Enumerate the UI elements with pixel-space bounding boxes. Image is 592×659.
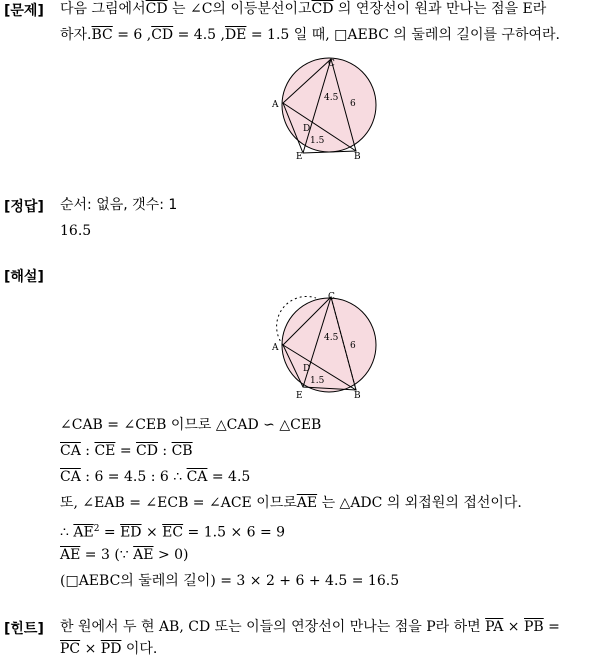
label-c: C	[328, 59, 335, 69]
text: = 6 ,	[112, 27, 152, 43]
text: 또, ∠EAB = ∠ECB = ∠ACE 이므로	[60, 495, 297, 511]
explanation-tag: [해설]	[4, 269, 44, 285]
problem-tag: [문제]	[4, 3, 44, 19]
answer-tag: [정답]	[4, 199, 44, 215]
segment-ae: $\overline{AE}$	[296, 495, 318, 511]
text: 의 연장선이 원과 만나는 점을 E라	[333, 1, 547, 17]
label-d: D	[303, 364, 311, 374]
text: ∴	[60, 524, 74, 541]
label-cb: 6	[350, 341, 356, 351]
answer-value: 16.5	[60, 223, 92, 239]
text: = 1.5 × 6 = 9	[183, 524, 286, 541]
text: = 4.5	[207, 469, 251, 485]
label-d: D	[303, 124, 311, 134]
answer-meta: 순서: 없음, 갯수: 1	[60, 197, 178, 213]
explanation-line-3	[60, 468, 250, 486]
explanation-line-5	[60, 520, 285, 542]
superscript: 2	[93, 524, 100, 534]
segment-cd: $\overline{CD}$	[311, 1, 334, 17]
label-b: B	[354, 391, 361, 400]
label-de: 1.5	[310, 136, 325, 146]
segment-ed: $\overline{ED}$	[120, 524, 142, 541]
label-a: A	[272, 100, 279, 110]
explanation-figure	[268, 290, 383, 400]
explanation-line-4	[60, 494, 522, 512]
explanation-line-2	[60, 442, 193, 460]
text: =	[115, 443, 137, 459]
text: > 0)	[153, 547, 189, 563]
text: 이다.	[121, 641, 158, 657]
text: 다음 그림에서	[60, 1, 146, 17]
segment-ca: $\overline{CA}$	[60, 443, 81, 459]
hint-tag: [힌트]	[4, 621, 44, 637]
label-c: C	[328, 292, 335, 302]
segment-ca: $\overline{CA}$	[60, 469, 81, 485]
segment-cd: $\overline{CD}$	[145, 1, 168, 17]
segment-ca: $\overline{CA}$	[186, 469, 208, 485]
text: = 1.5 일 때, □AEBC 의 둘레의 길이를 구하여라.	[246, 27, 560, 43]
explanation-line-1: ∠CAB = ∠CEB 이므로 △CAD ∽ △CEB	[60, 417, 322, 433]
hint-line-1	[60, 618, 560, 636]
text: 는 △ADC 의 외접원의 접선이다.	[317, 495, 522, 511]
text: 한 원에서 두 현 AB, CD 또는 이들의 연장선이 만나는 점을 P라 하면	[60, 619, 486, 635]
segment-cd: $\overline{CD}$	[136, 443, 158, 459]
segment-cd: $\overline{CD}$	[151, 27, 174, 43]
label-cb: 6	[350, 99, 356, 109]
text: : 6 = 4.5 : 6 ∴	[80, 469, 187, 485]
label-a: A	[272, 343, 279, 353]
segment-ce: $\overline{CE}$	[94, 443, 116, 459]
circle	[282, 298, 376, 392]
segment-pd: $\overline{PD}$	[100, 641, 122, 657]
label-e: E	[296, 152, 303, 160]
problem-line-2	[60, 26, 560, 44]
segment-ae: $\overline{AE}$	[73, 524, 94, 541]
text: :	[80, 443, 95, 459]
label-de: 1.5	[310, 376, 325, 386]
segment-pc: $\overline{PC}$	[60, 641, 81, 657]
segment-cb: $\overline{CB}$	[171, 443, 193, 459]
label-cd: 4.5	[324, 93, 339, 103]
label-cd: 4.5	[324, 333, 339, 343]
segment-ae: $\overline{AE}$	[60, 547, 81, 563]
segment-de: $\overline{DE}$	[224, 27, 247, 43]
label-e: E	[296, 391, 303, 400]
problem-line-1	[60, 0, 546, 18]
explanation-line-6	[60, 546, 189, 564]
hint-line-2	[60, 640, 157, 658]
circle	[282, 58, 376, 152]
text: ×	[80, 641, 101, 657]
segment-ae: $\overline{AE}$	[133, 547, 154, 563]
label-b: B	[354, 152, 361, 160]
text: = 4.5 ,	[173, 27, 225, 43]
text: ×	[141, 524, 163, 541]
problem-figure	[268, 56, 383, 160]
text: =	[99, 524, 121, 541]
text: 는 ∠C의 이등분선이고	[167, 1, 312, 17]
text: =	[543, 619, 560, 635]
segment-pa: $\overline{PA}$	[485, 619, 504, 635]
text: ×	[503, 619, 524, 635]
segment-ec: $\overline{EC}$	[162, 524, 184, 541]
text: = 3 (∵	[80, 547, 134, 563]
segment-pb: $\overline{PB}$	[524, 619, 544, 635]
explanation-line-7: (□AEBC의 둘레의 길이) = 3 × 2 + 6 + 4.5 = 16.5	[60, 573, 400, 589]
text: 하자.	[60, 27, 92, 43]
segment-bc: $\overline{BC}$	[91, 27, 113, 43]
text: :	[157, 443, 172, 459]
